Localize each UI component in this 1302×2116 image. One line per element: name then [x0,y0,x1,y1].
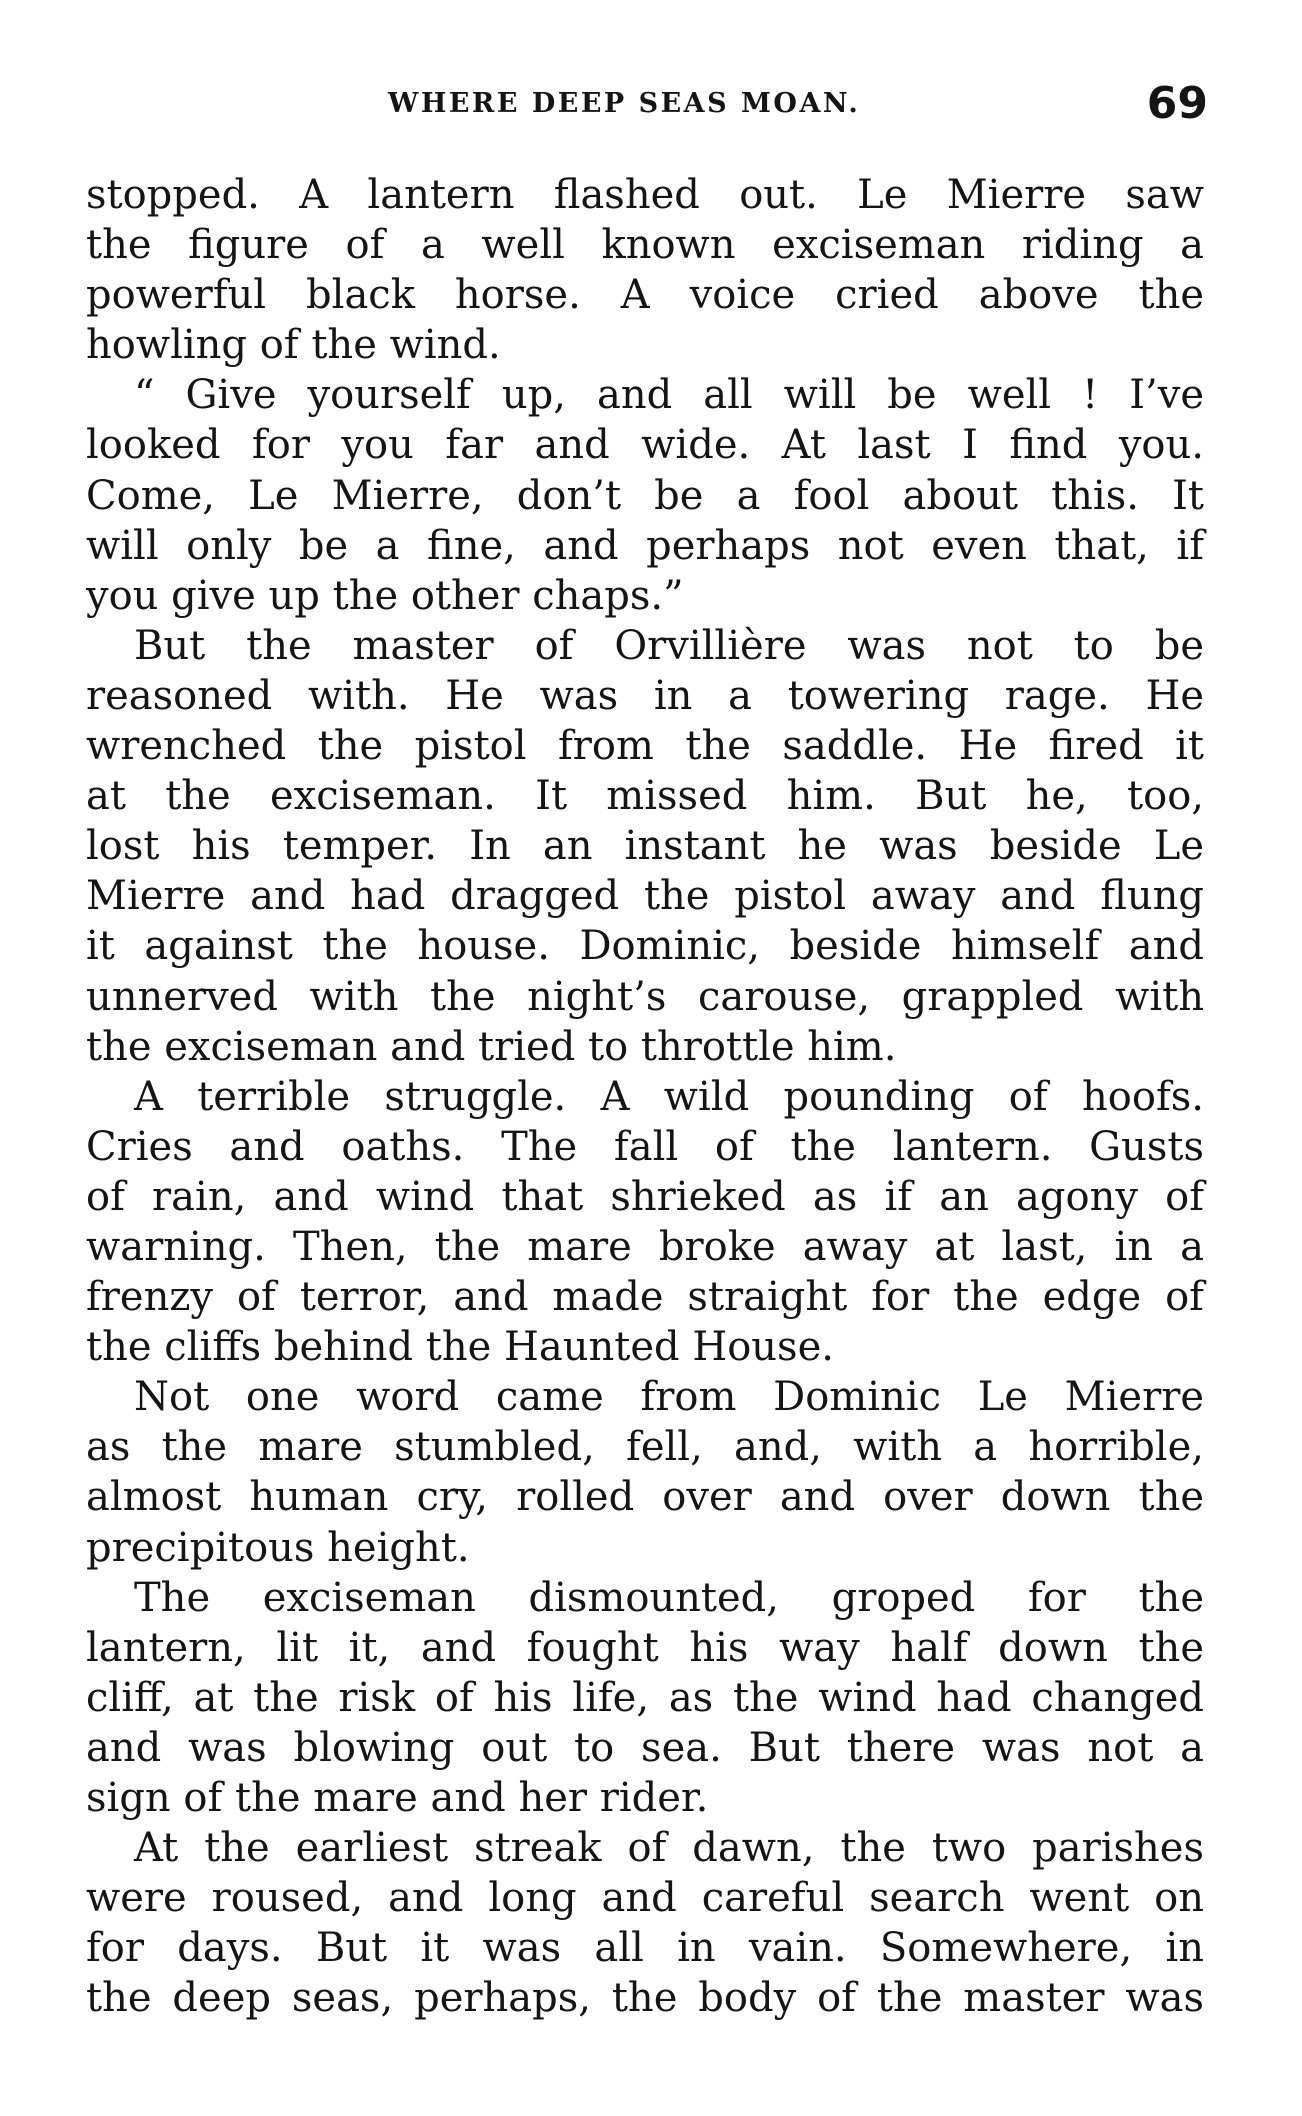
page-header [88,78,1208,138]
text-line: sign of the mare and her rider. [86,1775,709,1821]
text-line: at the exciseman. It missed him. But he, too, [86,773,1204,820]
text-line: Cries and oaths. The fall of the lantern. Gusts [86,1123,1204,1170]
text-line: looked for you far and wide. At last I find you. [86,422,1204,469]
text-line: powerful black horse. A voice cried above the [86,272,1204,319]
text-line: lantern, lit it, and fought his way half down the [86,1624,1204,1671]
text-line: were roused, and long and careful search went on [86,1875,1204,1922]
text-line: howling of the wind. [86,322,501,369]
text-line: the deep seas, perhaps, the body of the master was [86,1975,1204,2022]
text-line: as the mare stumbled, fell, and, with a horrible, [86,1424,1204,1471]
text-line: cliff, at the risk of his life, as the wind had changed [86,1674,1204,1721]
text-line: of rain, and wind that shrieked as if an agony of [86,1173,1204,1220]
text-line: Mierre and had dragged the pistol away and flung [86,873,1204,920]
text-line: The exciseman dismounted, groped for the [134,1574,1204,1621]
text-line: the figure of a well known exciseman riding a [86,222,1204,269]
running-title: WHERE DEEP SEAS MOAN. [388,88,861,119]
text-line: you give up the other chaps.” [86,572,684,619]
text-line: But the master of Orvillière was not to be [134,622,1204,669]
text-line: precipitous height. [86,1524,470,1571]
text-line: wrenched the pistol from the saddle. He fired it [86,723,1204,770]
text-line: it against the house. Dominic, beside himself and [86,923,1204,970]
text-line: A terrible struggle. A wild pounding of hoofs. [134,1073,1204,1120]
text-line: frenzy of terror, and made straight for the edge of [86,1274,1204,1321]
text-line: stopped. A lantern flashed out. Le Mierre saw [86,172,1204,218]
page-number: 69 [1146,78,1208,129]
body-text [86,170,1204,2023]
text-line: At the earliest streak of dawn, the two parishes [134,1825,1204,1872]
text-line: the cliffs behind the Haunted House. [86,1324,834,1371]
text-line: almost human cry, rolled over and over down the [86,1474,1204,1521]
text-line: Come, Le Mierre, don’t be a fool about this. It [86,472,1204,519]
text-line: reasoned with. He was in a towering rage. He [86,672,1204,719]
text-line: unnerved with the night’s carouse, grappled with [86,973,1204,1020]
text-line: for days. But it was all in vain. Somewhere, in [86,1925,1204,1972]
text-line: and was blowing out to sea. But there was not a [86,1724,1204,1771]
text-line: the exciseman and tried to throttle him. [86,1023,897,1070]
text-line: Not one word came from Dominic Le Mierre [134,1374,1204,1421]
text-line: warning. Then, the mare broke away at last, in a [86,1223,1204,1270]
text-line: lost his temper. In an instant he was beside Le [86,823,1204,870]
text-line: “ Give yourself up, and all will be well ! I’ve [134,372,1204,419]
text-line: will only be a fine, and perhaps not even that, if [86,522,1204,569]
